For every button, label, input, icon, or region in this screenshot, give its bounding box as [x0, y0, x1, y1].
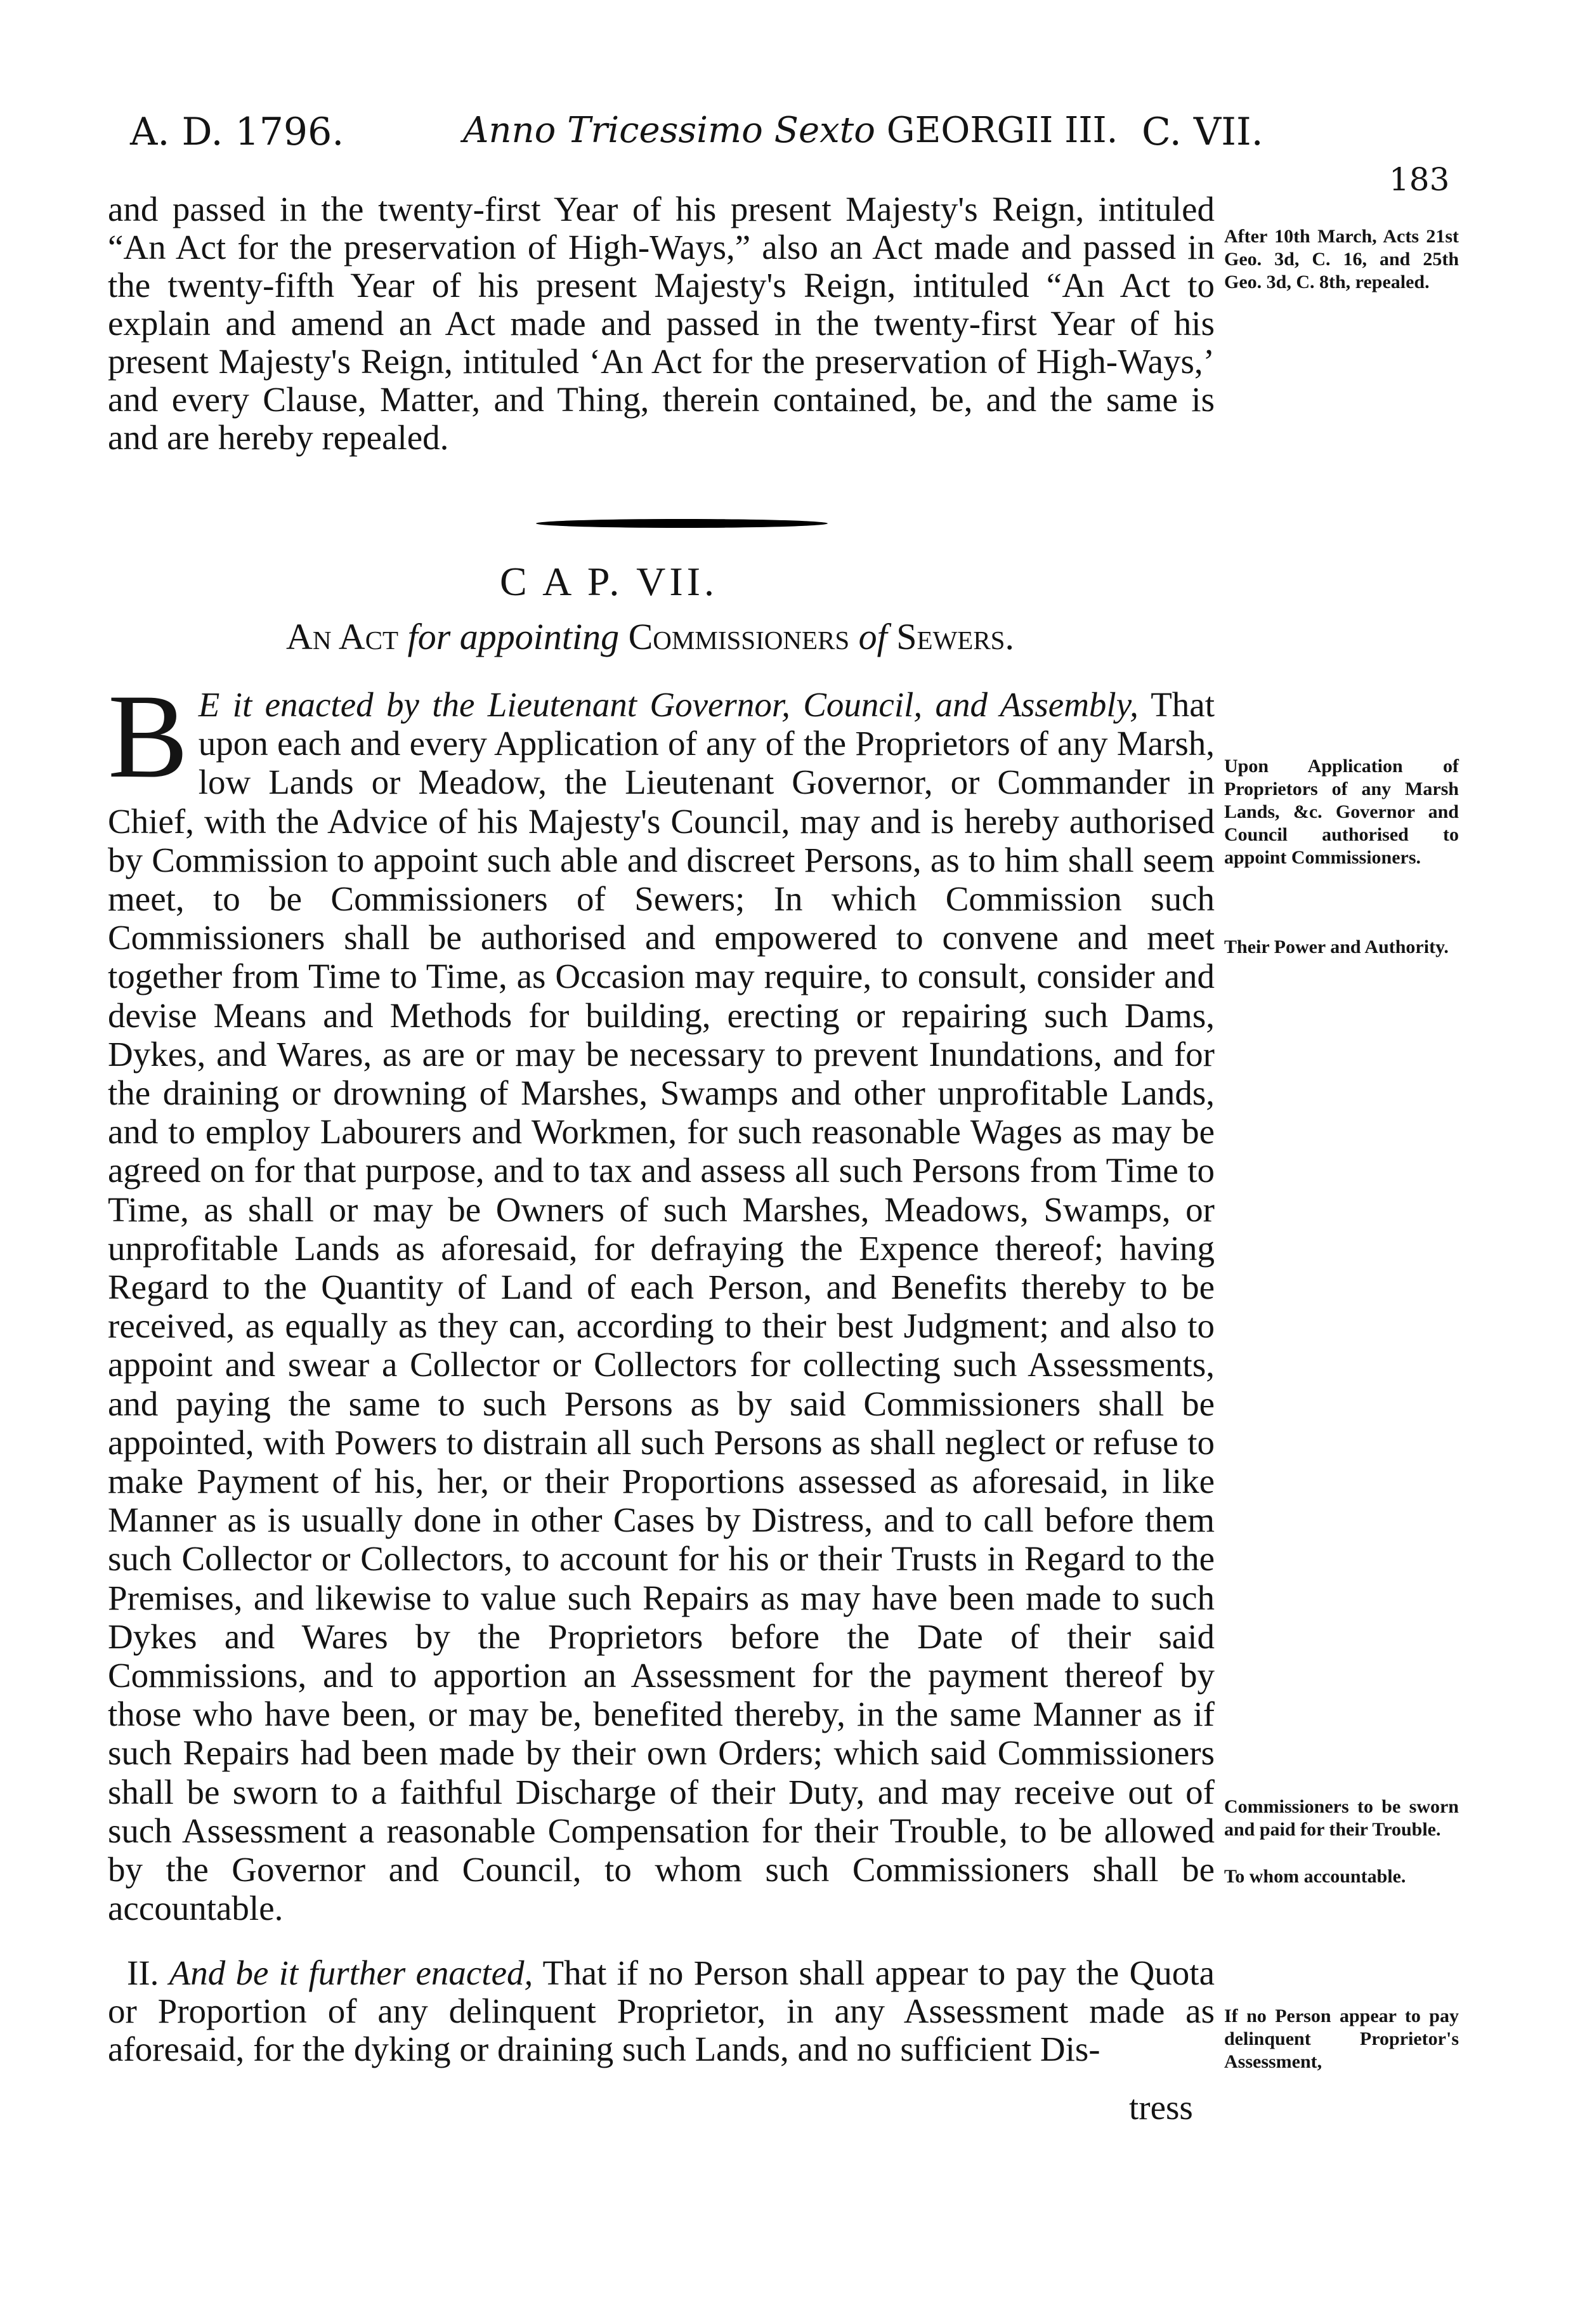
- section-2-paragraph: [108, 1954, 1215, 2068]
- section-1-paragraph: [108, 670, 1215, 1928]
- header-title-italic: Anno Tricessimo Sexto: [463, 110, 875, 151]
- act-title: [0, 615, 1300, 658]
- margin-note-sworn: Commissioners to be sworn and paid for their Trouble.: [1224, 1796, 1459, 1840]
- act-title-an-act: An Act: [286, 616, 399, 657]
- header-chapter: C. VII.: [1142, 110, 1263, 154]
- section-1-text: That upon each and every Application of any of the Proprietors of any Marsh, low Lands or Meadow, the Lieutenant Governor, or Commander in Chief, with the Advice of his Majesty's Council, may and is hereby authorised by Commission to appoint such able and discreet Persons, as to him shall seem meet, to be Commissioners of Sewers; In which Commission such Commissioners shall be authorised and empowered to convene and meet together from Time to Time, as Occasion may require, to consult, consider and devise Means and Methods for building, erecting or repairing such Dams, Dykes, and Wares, as are or may be necessary to prevent Inundations, and for the draining or drowning of Marshes, Swamps and other unprofitable Lands, and to employ Labourers and Workmen, for such reasonable Wages as may be agreed on for that purpose, and to tax and assess all such Persons from Time to Time, as shall or may be Owners of such Marshes, Meadows, Swamps, or unprofitable Lands as aforesaid, for defraying the Expence thereof; having Regard to the Quantity of Land of each Person, and Benefits thereby to be received, as equally as they can, according to their best Judgment; and also to appoint and swear a Collector or Collectors for collecting such Assessments, and paying the same to such Persons as by said Commissioners shall be appointed, with Powers to distrain all such Persons as shall neglect or refuse to make Payment of his, her, or their Proportions assessed as aforesaid, in like Manner as is usually done in other Cases by Distress, and to call before them such Collector or Collectors, to account for his or their Trusts in Regard to the Premises, and likewise to value such Repairs as may have been made to such Dykes and Wares by the Proprietors before the Date of their said Commissions, and to apportion an Assessment for the payment thereof by those who have been, or may be, benefited thereby, in the same Manner as if such Repairs had been made by their own Orders; which said Commissioners shall be sworn to a faithful Discharge of their Duty, and may receive out of such Assessment a reasonable Compensation for their Trouble, to be allowed by the Governor and Council, to whom such Commissioners shall be accountable.: [108, 685, 1215, 1928]
- section-1-enacting-clause: E it enacted by the Lieutenant Governor, Council, and Assembly,: [198, 685, 1139, 724]
- act-title-sewers: Sewers.: [896, 616, 1014, 657]
- drop-cap: B: [108, 670, 188, 803]
- margin-note-application: Upon Application of Proprietors of any Marsh Lands, &c. Governor and Council authorised to appoint Commissioners.: [1224, 756, 1459, 868]
- header-title-king: GEORGII III.: [886, 110, 1118, 151]
- section-2-enacting-clause: And be it further enacted,: [169, 1953, 533, 1992]
- section-divider-rule: [536, 519, 828, 528]
- act-title-commissioners: Commissioners: [628, 616, 850, 657]
- act-title-of: of: [858, 616, 887, 657]
- header-year: A. D. 1796.: [130, 110, 344, 154]
- catchword: tress: [1129, 2088, 1193, 2127]
- act-title-for-appointing: for appointing: [407, 616, 620, 657]
- section-2-text: That if no Person shall appear to pay the Quota or Proportion of any delinquent Proprietor, in any Assessment made as aforesaid, for the dyking or draining such Lands, and no sufficient Dis-: [108, 1953, 1215, 2068]
- margin-note-delinquent: If no Person appear to pay delinquent Proprietor's Assessment,: [1224, 2006, 1459, 2072]
- intro-paragraph: and passed in the twenty-first Year of his present Majesty's Reign, intituled “An Act for the preservation of High-Ways,” also an Act made and passed in the twenty-fifth Year of his present Majesty's Reign, intituled “An Act to explain and amend an Act made and passed in the twenty-first Year of his present Majesty's Reign, intituled ‘An Act for the preservation of High-Ways,’ and every Clause, Matter, and Thing, therein contained, be, and the same is and are hereby repealed.: [108, 190, 1215, 457]
- section-2-number: II.: [127, 1953, 159, 1992]
- margin-note-power: Their Power and Authority.: [1224, 936, 1449, 957]
- header-regnal-title: [463, 110, 1118, 151]
- margin-note-accountable: To whom accountable.: [1224, 1866, 1406, 1887]
- margin-note-repeal: After 10th March, Acts 21st Geo. 3d, C. 16, and 25th Geo. 3d, C. 8th, repealed.: [1224, 226, 1459, 292]
- page-number: 183: [1389, 161, 1450, 198]
- chapter-heading: C A P. VII.: [499, 559, 719, 604]
